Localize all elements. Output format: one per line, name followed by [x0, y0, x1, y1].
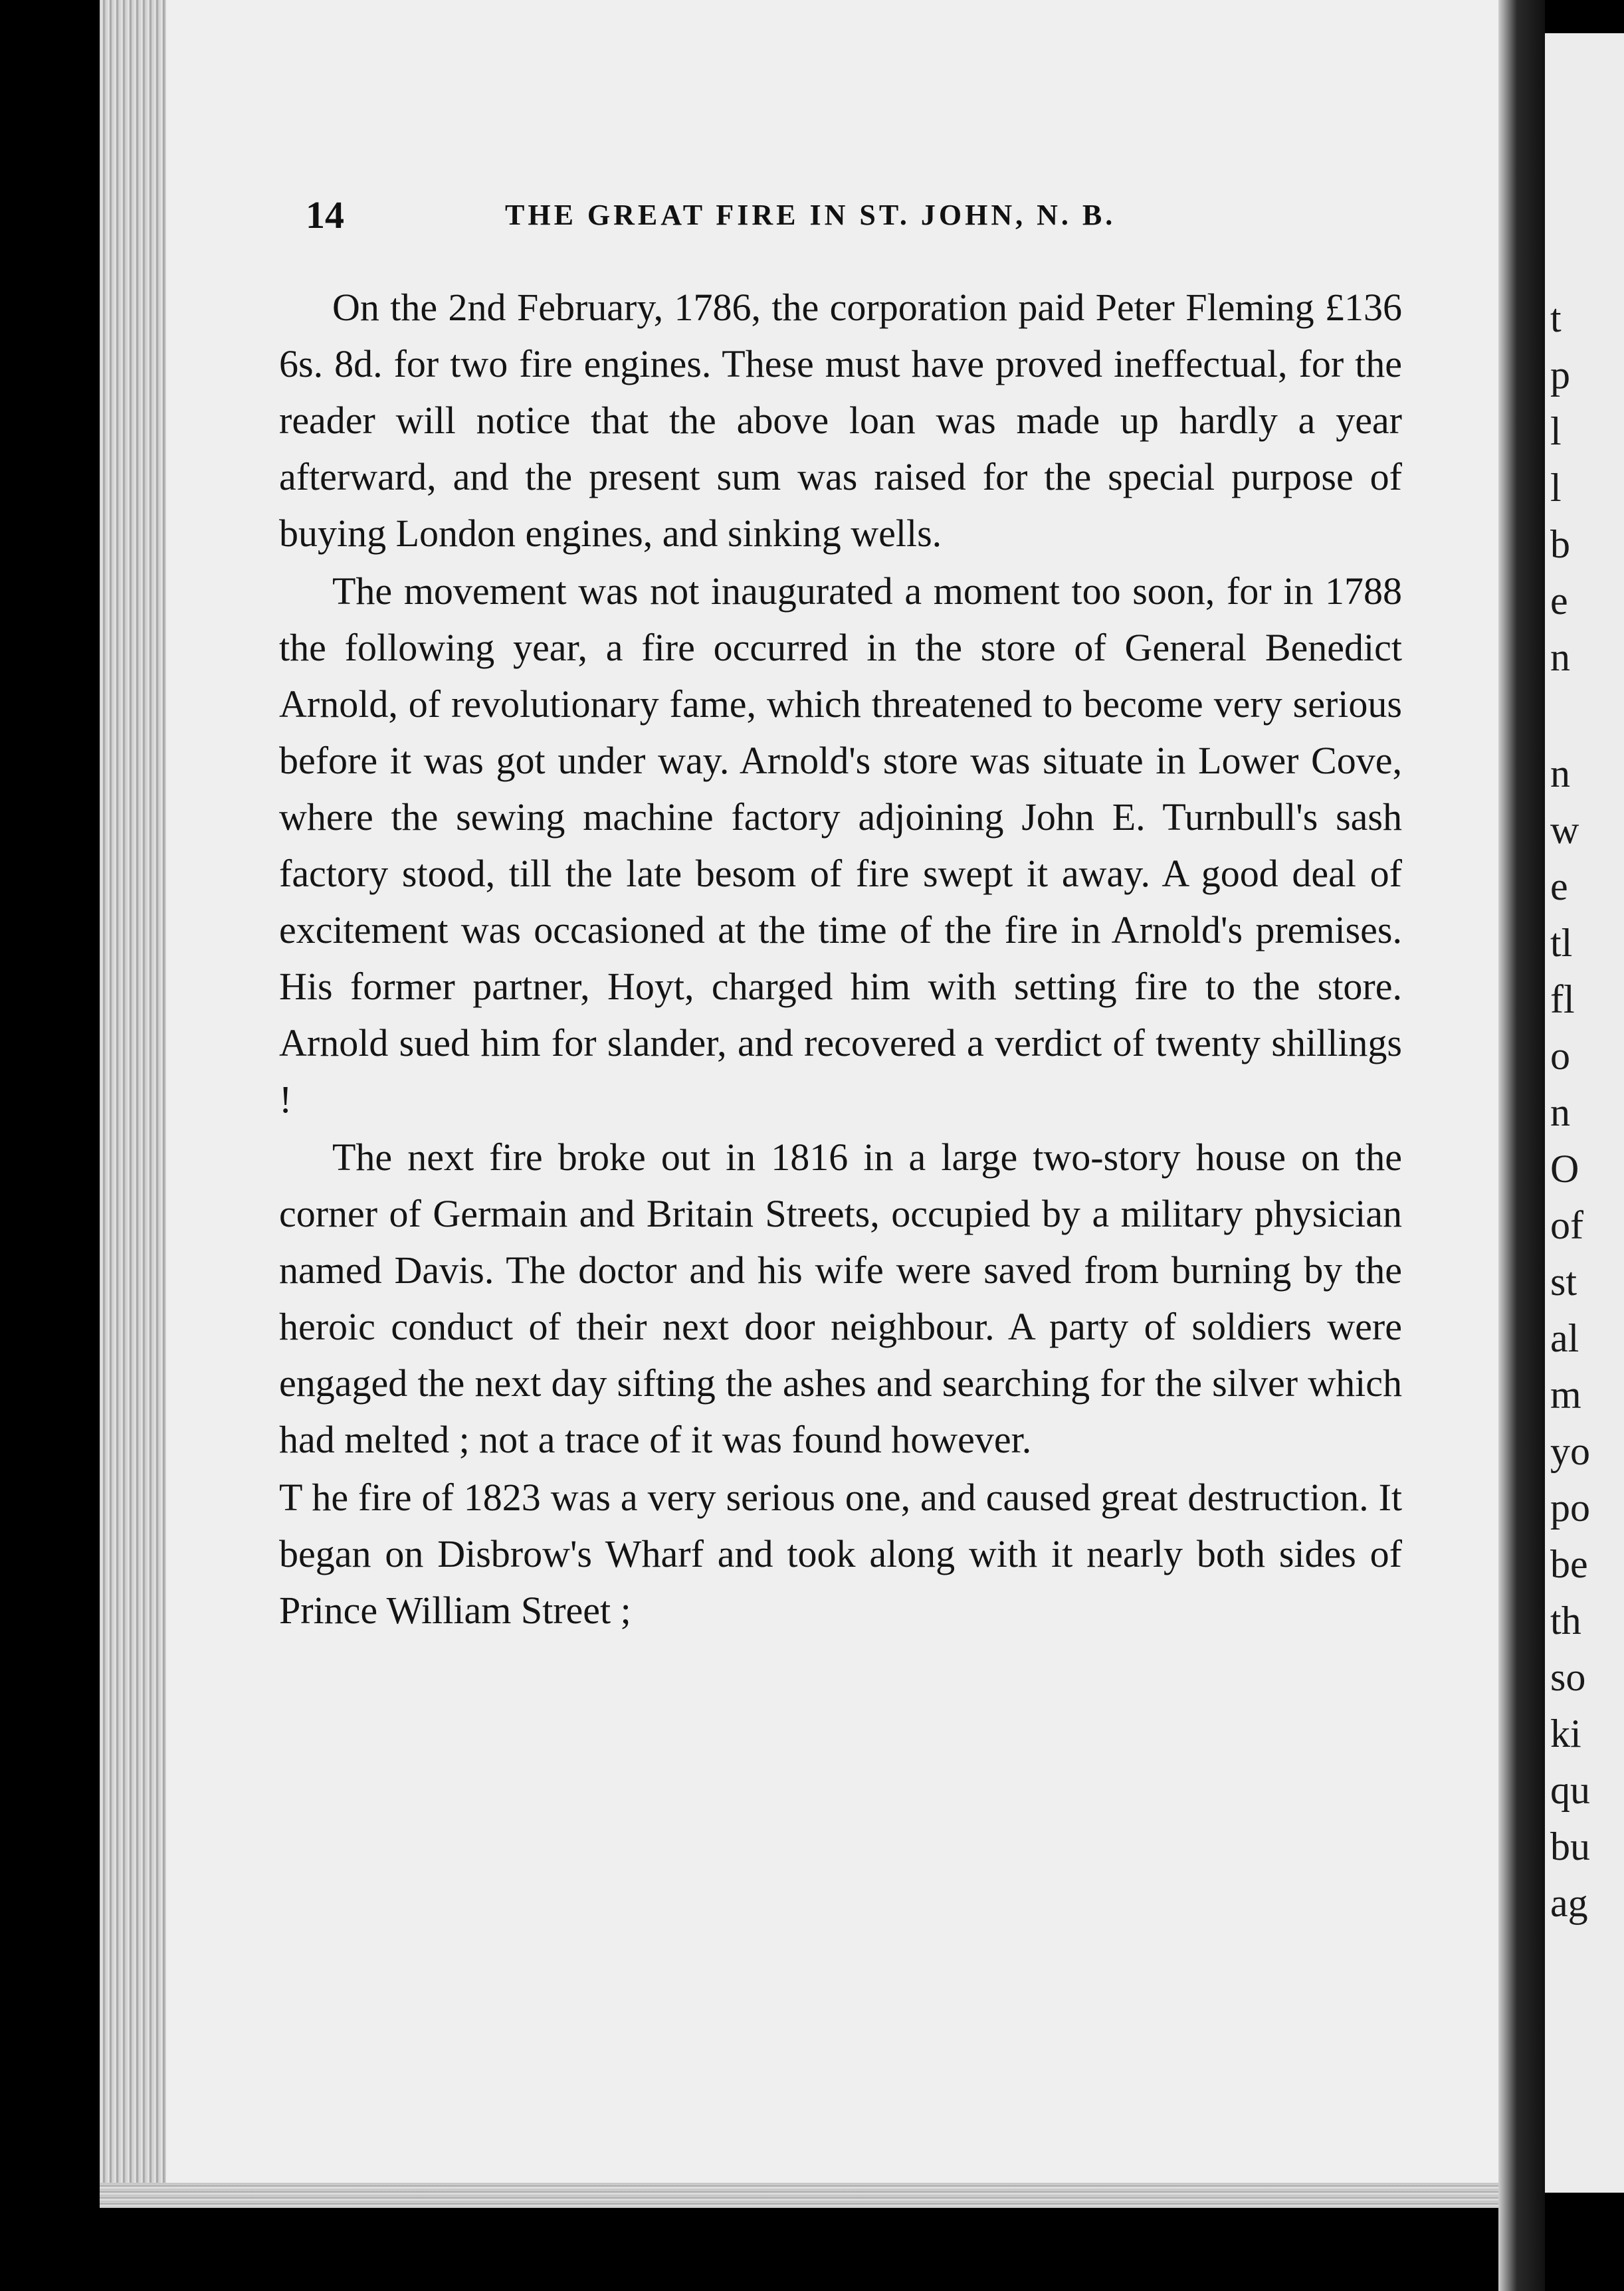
facing-page-letter: po — [1550, 1486, 1590, 1530]
facing-page-letter: st — [1550, 1260, 1577, 1304]
page-edge-stack — [100, 0, 166, 2206]
paragraph: The movement was not inaugurated a moment too soon, for in 1788 the following year, a fire occurred in the store of General Benedict Arnold, of revolutionary fame, which threatened to become very serious before it was got under way. Arnold's store was situate in Lower Cove, where the sewing machine factory adjoining John E. Turnbull's sash factory stood, till the late besom of fire swept it away. A good deal of excitement was occasioned at the time of the fire in Arnold's premises. His former partner, Hoyt, charged him with setting fire to the store. Arnold sued him for slander, and recovered a verdict of twenty shillings ! — [279, 569, 1402, 1121]
facing-page-letter: fl — [1550, 977, 1575, 1021]
paragraph: The next fire broke out in 1816 in a large two-story house on the corner of Germain and Britain Streets, occupied by a military physician named Davis. The doctor and his wife were saved from burning by the heroic conduct of their next door neighbour. A party of soldiers were engaged the next day sifting the ashes and searching for the silver which had melted ; not a trace of it was found however. — [279, 1136, 1402, 1461]
facing-page-letter: l — [1550, 466, 1562, 510]
facing-page-letter: th — [1550, 1599, 1581, 1643]
facing-page-letter: bu — [1550, 1825, 1590, 1868]
paragraph: On the 2nd February, 1786, the corporation paid Peter Fleming £136 6s. 8d. for two fire engines. These must have proved ineffectual, for the reader will notice that the above loan was made up hardly a year afterward, and the present sum was raised for the special purpose of buying London engines, and sinking wells. — [279, 286, 1402, 555]
facing-page-letter: yo — [1550, 1429, 1590, 1473]
facing-page-letter: qu — [1550, 1768, 1590, 1812]
facing-page-letter: e — [1550, 579, 1568, 623]
facing-page-letter: w — [1550, 808, 1579, 852]
paragraph: T he fire of 1823 was a very serious one, and caused great destruction. It began on Disbrow's Wharf and took along with it nearly both sides of Prince William Street ; — [279, 1476, 1402, 1632]
facing-page-letter: m — [1550, 1373, 1581, 1417]
facing-page-letter: b — [1550, 522, 1570, 566]
facing-page-letter: l — [1550, 409, 1562, 453]
facing-page-letter: al — [1550, 1316, 1579, 1360]
facing-page-letter: so — [1550, 1655, 1586, 1699]
facing-page-letter: be — [1550, 1542, 1588, 1586]
page-bottom-edge — [100, 2183, 1535, 2208]
facing-page-letter: n — [1550, 1090, 1570, 1134]
facing-page-letter: ki — [1550, 1712, 1581, 1755]
facing-page-letter: n — [1550, 751, 1570, 795]
book-gutter — [1498, 0, 1545, 2291]
facing-page-letter: n — [1550, 635, 1570, 679]
facing-page-letter: p — [1550, 353, 1570, 397]
facing-page-letter: e — [1550, 864, 1568, 908]
facing-page-letter: of — [1550, 1203, 1583, 1247]
facing-page-letter: O — [1550, 1147, 1579, 1191]
facing-page-letter: t — [1550, 296, 1562, 340]
facing-page-letter: ag — [1550, 1881, 1588, 1925]
facing-page-fragment — [1545, 33, 1624, 2193]
body-text — [279, 279, 1402, 1640]
facing-page-letter: o — [1550, 1034, 1570, 1078]
facing-page-letter: tl — [1550, 921, 1573, 965]
running-head — [306, 193, 1342, 246]
page-number: 14 — [306, 193, 344, 237]
running-title: THE GREAT FIRE IN ST. JOHN, N. B. — [505, 199, 1116, 231]
